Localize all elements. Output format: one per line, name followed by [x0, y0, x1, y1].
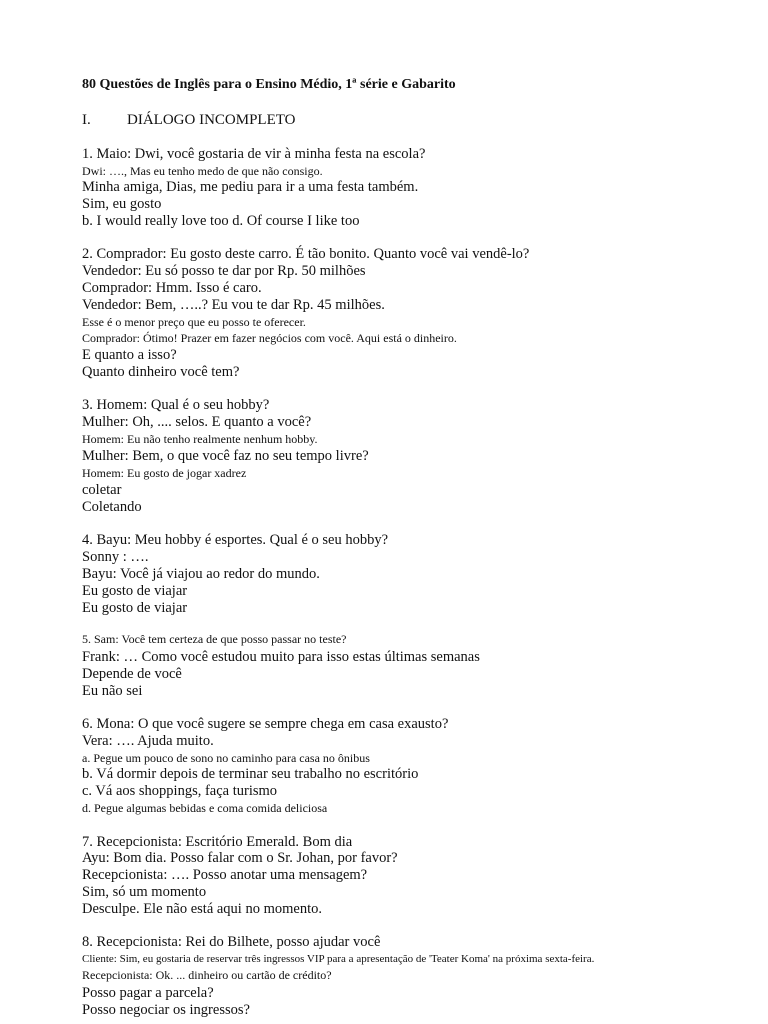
question-line: 4. Bayu: Meu hobby é esportes. Qual é o seu hobby?	[82, 532, 389, 548]
option-line: Eu não sei	[82, 683, 143, 699]
question-line: 2. Comprador: Eu gosto deste carro. É tão bonito. Quanto você vai vendê-lo?	[82, 246, 530, 262]
dialogue-line: Mulher: Bem, o que você faz no seu tempo livre?	[82, 448, 369, 464]
option-line: c. Vá aos shoppings, faça turismo	[82, 783, 278, 799]
option-line: E quanto a isso?	[82, 347, 177, 363]
section-number: I.	[82, 112, 91, 128]
option-line: Eu gosto de viajar	[82, 600, 188, 616]
question-line: 7. Recepcionista: Escritório Emerald. Bom dia	[82, 834, 353, 850]
dialogue-line: Recepcionista: …. Posso anotar uma mensagem?	[82, 867, 368, 883]
option-line: Eu gosto de viajar	[82, 583, 188, 599]
dialogue-line: Vendedor: Bem, …..? Eu vou te dar Rp. 45 milhões.	[82, 297, 385, 313]
dialogue-line: Recepcionista: Ok. ... dinheiro ou cartão de crédito?	[82, 968, 332, 982]
dialogue-line: Ayu: Bom dia. Posso falar com o Sr. Johan, por favor?	[82, 850, 398, 866]
question-line: 8. Recepcionista: Rei do Bilhete, posso ajudar você	[82, 934, 381, 950]
option-line: coletar	[82, 482, 122, 498]
dialogue-line: Comprador: Ótimo! Prazer em fazer negócios com você. Aqui está o dinheiro.	[82, 331, 457, 345]
dialogue-line: Esse é o menor preço que eu posso te oferecer.	[82, 315, 306, 329]
dialogue-line: Sonny : ….	[82, 549, 149, 565]
option-line: Sim, só um momento	[82, 884, 207, 900]
question-line: 5. Sam: Você tem certeza de que posso passar no teste?	[82, 632, 347, 646]
dialogue-line: Frank: … Como você estudou muito para isso estas últimas semanas	[82, 649, 480, 665]
section-label: DIÁLOGO INCOMPLETO	[127, 112, 296, 128]
option-line: Posso pagar a parcela?	[82, 985, 214, 1001]
option-line: Desculpe. Ele não está aqui no momento.	[82, 901, 322, 917]
dialogue-line: Homem: Eu não tenho realmente nenhum hobby.	[82, 432, 318, 446]
dialogue-line: Vendedor: Eu só posso te dar por Rp. 50 milhões	[82, 263, 366, 279]
dialogue-line: Dwi: …., Mas eu tenho medo de que não consigo.	[82, 164, 323, 178]
question-line: 3. Homem: Qual é o seu hobby?	[82, 397, 270, 413]
dialogue-line: Bayu: Você já viajou ao redor do mundo.	[82, 566, 320, 582]
option-line: b. I would really love too d. Of course I like too	[82, 213, 360, 229]
option-line: Sim, eu gosto	[82, 196, 162, 212]
dialogue-line: Vera: …. Ajuda muito.	[82, 733, 214, 749]
option-line: Coletando	[82, 499, 142, 515]
dialogue-line: Homem: Eu gosto de jogar xadrez	[82, 466, 247, 480]
dialogue-line: Comprador: Hmm. Isso é caro.	[82, 280, 262, 296]
document-title: 80 Questões de Inglês para o Ensino Médio, 1ª série e Gabarito	[82, 77, 456, 92]
option-line: Minha amiga, Dias, me pediu para ir a uma festa também.	[82, 179, 419, 195]
option-line: a. Pegue um pouco de sono no caminho para casa no ônibus	[82, 751, 370, 765]
option-line: b. Vá dormir depois de terminar seu trabalho no escritório	[82, 766, 419, 782]
option-line: Depende de você	[82, 666, 182, 682]
section-heading	[82, 112, 295, 129]
dialogue-line: Mulher: Oh, .... selos. E quanto a você?	[82, 414, 312, 430]
option-line: d. Pegue algumas bebidas e coma comida deliciosa	[82, 801, 328, 815]
option-line: Posso negociar os ingressos?	[82, 1002, 250, 1018]
option-line: Quanto dinheiro você tem?	[82, 364, 240, 380]
dialogue-line: Cliente: Sim, eu gostaria de reservar três ingressos VIP para a apresentação de 'Teater Koma' na próxima sexta-feira.	[82, 953, 595, 965]
question-line: 6. Mona: O que você sugere se sempre chega em casa exausto?	[82, 716, 449, 732]
question-line: 1. Maio: Dwi, você gostaria de vir à minha festa na escola?	[82, 146, 426, 162]
